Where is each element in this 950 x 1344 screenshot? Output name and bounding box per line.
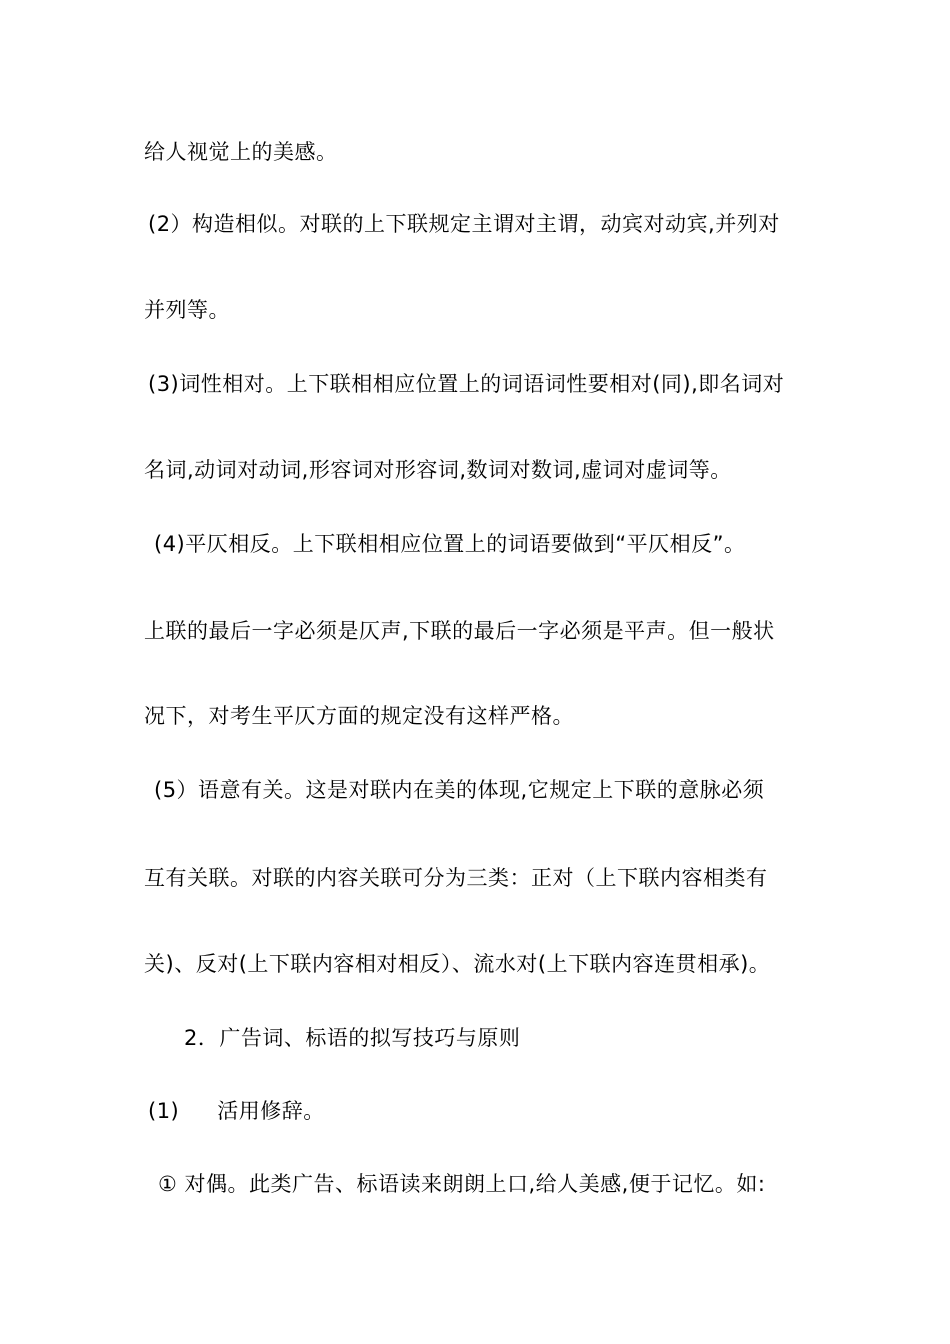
- text-line: (3)词性相对。上下联相相应位置上的词语词性要相对(同),即名词对: [148, 372, 785, 396]
- section-heading: 2．广告词、标语的拟写技巧与原则: [184, 1026, 521, 1050]
- text-line: 并列等。: [144, 298, 230, 322]
- text-line: ① 对偶。此类广告、标语读来朗朗上口,给人美感,便于记忆。如:: [158, 1172, 766, 1196]
- list-item-text: 活用修辞。: [217, 1099, 325, 1123]
- text-line: 名词,动词对动词,形容词对形容词,数词对数词,虚词对虚词等。: [144, 458, 732, 482]
- list-item-number: (1): [148, 1099, 180, 1123]
- text-line: (5）语意有关。这是对联内在美的体现,它规定上下联的意脉必须: [154, 778, 765, 802]
- text-line: (2）构造相似。对联的上下联规定主谓对主谓，动宾对动宾,并列对: [148, 212, 780, 236]
- text-line: 互有关联。对联的内容关联可分为三类：正对（上下联内容相类有: [144, 866, 768, 890]
- text-line: 况下，对考生平仄方面的规定没有这样严格。: [144, 704, 574, 728]
- text-line: 上联的最后一字必须是仄声,下联的最后一字必须是平声。但一般状: [144, 619, 775, 643]
- text-line: 给人视觉上的美感。: [144, 140, 338, 164]
- text-line: (4)平仄相反。上下联相相应位置上的词语要做到“平仄相反”。: [154, 532, 746, 556]
- list-item: [148, 1097, 325, 1125]
- text-line: 关)、反对(上下联内容相对相反）、流水对(上下联内容连贯相承)。: [144, 952, 771, 976]
